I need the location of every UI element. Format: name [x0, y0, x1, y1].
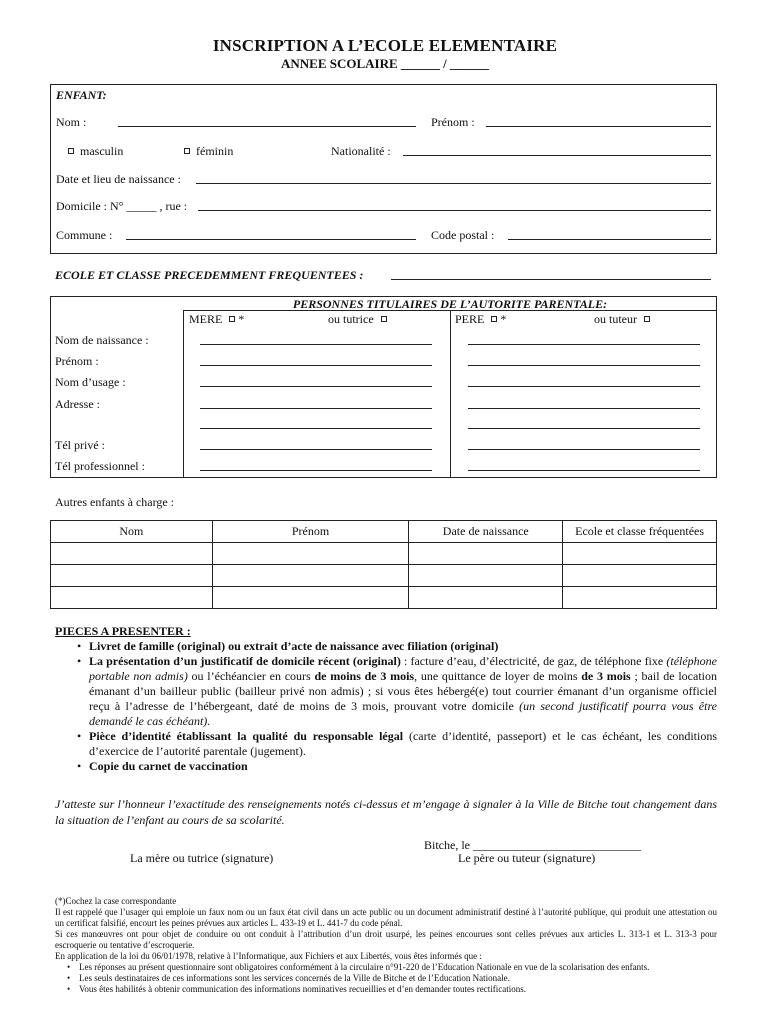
table-cell[interactable]	[563, 565, 717, 587]
pieces-item-2-text: : facture d’eau, d’électricité, de gaz, de téléphone fixe	[400, 654, 667, 668]
table-cell[interactable]	[51, 543, 213, 565]
table-cell[interactable]	[409, 565, 563, 587]
school-year-subtitle: ANNEE SCOLAIRE ______ / ______	[280, 56, 490, 71]
table-cell[interactable]	[409, 587, 563, 609]
mere-option[interactable]	[189, 312, 244, 327]
autorite-row-label: Tél professionnel :	[55, 459, 145, 473]
tutrice-label: ou tutrice	[328, 312, 374, 326]
mere-nom-naissance-field[interactable]	[200, 344, 432, 345]
pere-nom-naissance-field[interactable]	[468, 344, 700, 345]
domicile-field[interactable]	[198, 210, 711, 211]
list-item: • Vous êtes habilités à obtenir communication des informations nominatives recueillies et d’en demander toutes rectifications.	[67, 984, 717, 995]
column-header: Nom	[51, 521, 213, 543]
pieces-item-2-bold: de 3 mois	[581, 669, 631, 683]
pieces-item-3-text: (carte d’identité, passeport) et le cas échéant, les conditions d’exercice de l’autorité parentale (jugement).	[89, 729, 717, 758]
domicile-label: Domicile : N° _____ , rue :	[56, 199, 188, 213]
pieces-item-2-text: ; bail de location émanant d’un bailleur public (bailleur privé non admis) ; si vous êtes hébergé(e) tout courrier émanant d’un organisme officiel reçu à l’adresse de l’hébergeant, daté de moins de 3 mois, prouvant votre domicile	[89, 669, 717, 713]
table-cell[interactable]	[563, 587, 717, 609]
mere-prenom-field[interactable]	[200, 365, 432, 366]
autorite-divider-left	[183, 311, 184, 478]
mere-label: MERE	[189, 312, 223, 326]
table-row	[51, 565, 717, 587]
pieces-item-2-text: , une quittance de loyer de moins	[414, 669, 582, 683]
table-row	[51, 587, 717, 609]
ecole-precedente-field[interactable]	[391, 279, 711, 280]
table-cell[interactable]	[212, 587, 409, 609]
mere-star: *	[238, 312, 245, 326]
table-cell[interactable]	[409, 543, 563, 565]
tuteur-option[interactable]	[594, 312, 650, 327]
attestation-text: J’atteste sur l’honneur l’exactitude des renseignements notés ci-dessus et m’engage à signaler à la Ville de Bitche tout changement dans la situation de l’enfant au cours de sa scolarité.	[55, 797, 717, 827]
masculin-checkbox[interactable]	[68, 148, 74, 154]
code-postal-label: Code postal :	[431, 228, 495, 242]
commune-label: Commune :	[56, 228, 113, 242]
legal-notes	[55, 896, 717, 995]
list-item	[77, 759, 717, 774]
enfant-heading: ENFANT:	[56, 88, 107, 102]
naissance-field[interactable]	[196, 183, 711, 184]
enfant-section	[50, 84, 717, 254]
list-item	[77, 654, 717, 729]
pieces-item-1: Livret de famille (original) ou extrait d’acte de naissance avec filiation (original)	[89, 639, 499, 653]
nom-label: Nom :	[56, 115, 87, 129]
prenom-label: Prénom :	[431, 115, 475, 129]
autorite-row-label: Adresse :	[55, 397, 100, 411]
naissance-label: Date et lieu de naissance :	[56, 172, 181, 186]
autorite-row-label: Nom de naissance :	[55, 333, 149, 347]
tuteur-checkbox[interactable]	[644, 316, 650, 322]
pieces-item-2-italic: (un second justificatif pourra vous être demandé le cas échéant).	[89, 699, 717, 728]
pieces-item-2-bold: La présentation d’un justificatif de domicile récent (original)	[89, 654, 401, 668]
column-header: Ecole et classe fréquentées	[563, 521, 717, 543]
list-item	[77, 639, 717, 654]
mere-checkbox[interactable]	[229, 316, 235, 322]
autres-enfants-table	[50, 520, 717, 609]
feminin-checkbox[interactable]	[184, 148, 190, 154]
feminin-label: féminin	[196, 144, 234, 158]
signature-lieu-date[interactable]: Bitche, le ____________________________	[424, 838, 641, 852]
list-item: • Les seuls destinataires de ces informations sont les services concernés de la Ville de Bitche et de l’Education Nationale.	[67, 973, 717, 984]
table-cell[interactable]	[51, 587, 213, 609]
tutrice-option[interactable]	[328, 312, 387, 327]
feminin-option[interactable]	[184, 144, 233, 159]
masculin-label: masculin	[80, 144, 124, 158]
pieces-item-2-text: ou l’échéancier en cours	[187, 669, 315, 683]
pere-tel-pro-field[interactable]	[468, 470, 700, 471]
cochez-note: (*)Cochez la case correspondante	[55, 896, 177, 906]
autorite-row-label: Tél privé :	[55, 438, 105, 452]
legal-note-3: En application de la loi du 06/01/1978, relative à l’Informatique, aux Fichiers et aux Libertés, vous êtes informés que :	[55, 951, 482, 961]
tutrice-checkbox[interactable]	[381, 316, 387, 322]
table-cell[interactable]	[51, 565, 213, 587]
mere-tel-pro-field[interactable]	[200, 470, 432, 471]
nationalite-field[interactable]	[403, 155, 711, 156]
pere-adresse-field-2[interactable]	[468, 428, 700, 429]
mere-nom-usage-field[interactable]	[200, 386, 432, 387]
autorite-row-label: Prénom :	[55, 354, 99, 368]
signature-pere-label: Le père ou tuteur (signature)	[458, 851, 596, 865]
list-item	[77, 729, 717, 759]
table-cell[interactable]	[212, 565, 409, 587]
code-postal-field[interactable]	[508, 239, 711, 240]
autorite-divider-mid	[450, 311, 451, 478]
pieces-item-2-italic: (téléphone portable non admis)	[89, 654, 718, 683]
pere-option[interactable]	[455, 312, 506, 327]
masculin-option[interactable]	[68, 144, 123, 159]
pieces-heading: PIECES A PRESENTER :	[55, 624, 191, 638]
signature-mere-label: La mère ou tutrice (signature)	[130, 851, 274, 865]
pere-label: PERE	[455, 312, 485, 326]
commune-field[interactable]	[126, 239, 416, 240]
table-cell[interactable]	[563, 543, 717, 565]
ecole-precedente-label: ECOLE ET CLASSE PRECEDEMMENT FREQUENTEES :	[55, 268, 364, 282]
pere-star: *	[500, 312, 507, 326]
column-header: Prénom	[212, 521, 409, 543]
mere-adresse-field-2[interactable]	[200, 428, 432, 429]
mere-tel-prive-field[interactable]	[200, 449, 432, 450]
pieces-item-3-bold: Pièce d’identité établissant la qualité du responsable légal	[89, 729, 404, 743]
autres-enfants-label: Autres enfants à charge :	[55, 495, 175, 509]
legal-note-2: Si ces manœuvres ont pour objet de conduire ou ont conduit à l’attribution d’un droit usurpé, les peines encourues sont celles prévues aux articles L. 313-1 et L. 313-3 pour escroquerie ou tentative d’escroquerie.	[55, 929, 717, 950]
nationalite-label: Nationalité :	[331, 144, 391, 158]
prenom-field[interactable]	[486, 126, 711, 127]
pere-adresse-field[interactable]	[468, 408, 700, 409]
autorite-heading: PERSONNES TITULAIRES DE L’AUTORITE PARENTALE:	[292, 297, 608, 311]
mere-adresse-field[interactable]	[200, 408, 432, 409]
nom-field[interactable]	[118, 126, 416, 127]
table-header-row	[51, 521, 717, 543]
list-item: • Les réponses au présent questionnaire sont obligatoires conformément à la circulaire n°91-220 de l’Education Nationale en vue de la scolarisation des enfants.	[67, 962, 717, 973]
pieces-item-4: Copie du carnet de vaccination	[89, 759, 248, 773]
table-row	[51, 543, 717, 565]
pere-prenom-field[interactable]	[468, 365, 700, 366]
tuteur-label: ou tuteur	[594, 312, 637, 326]
autorite-row-label: Nom d’usage :	[55, 375, 126, 389]
pere-nom-usage-field[interactable]	[468, 386, 700, 387]
column-header: Date de naissance	[409, 521, 563, 543]
pieces-section	[55, 624, 717, 774]
legal-note-1: Il est rappelé que l’usager qui emploie un faux nom ou un faux état civil dans un acte public ou un document administratif destiné à l’autorité publique, qui produit une attestation ou un certificat falsifié, encourt les peines prévues aux articles L. 433-19 et L. 441-7 du code pénal.	[55, 907, 717, 928]
pieces-item-2-bold: de moins de 3 mois	[314, 669, 415, 683]
table-cell[interactable]	[212, 543, 409, 565]
pere-checkbox[interactable]	[491, 316, 497, 322]
page-title: INSCRIPTION A L’ECOLE ELEMENTAIRE	[212, 36, 558, 55]
pere-tel-prive-field[interactable]	[468, 449, 700, 450]
